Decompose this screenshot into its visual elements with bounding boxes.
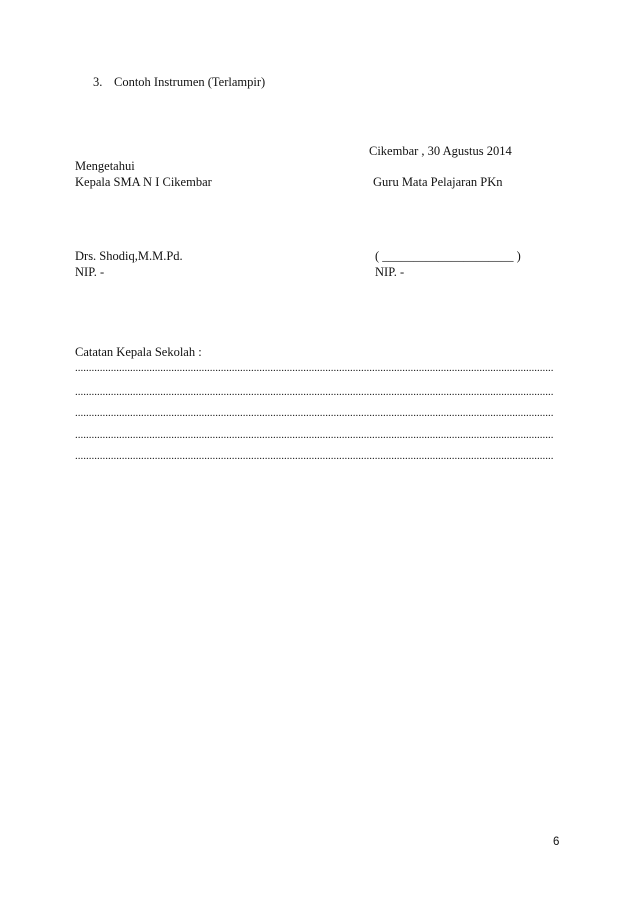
notes-label: Catatan Kepala Sekolah : bbox=[75, 345, 202, 359]
notes-line: .............................................................................................................................................................................. bbox=[75, 451, 554, 462]
teacher-nip: NIP. - bbox=[375, 265, 405, 279]
notes-line: .............................................................................................................................................................................. bbox=[75, 387, 554, 398]
list-item-number: 3. bbox=[93, 75, 103, 89]
notes-line: .............................................................................................................................................................................. bbox=[75, 363, 554, 374]
teacher-title: Guru Mata Pelajaran PKn bbox=[373, 175, 503, 189]
principal-nip: NIP. - bbox=[75, 265, 105, 279]
notes-line: .............................................................................................................................................................................. bbox=[75, 430, 554, 441]
list-item-text: Contoh Instrumen (Terlampir) bbox=[114, 75, 266, 89]
teacher-name-blank: ( _____________________ ) bbox=[375, 249, 521, 263]
acknowledge-label: Mengetahui bbox=[75, 159, 135, 173]
page-number: 6 bbox=[553, 836, 560, 848]
date-place: Cikembar , 30 Agustus 2014 bbox=[369, 144, 512, 158]
principal-title: Kepala SMA N I Cikembar bbox=[75, 175, 212, 189]
principal-name: Drs. Shodiq,M.M.Pd. bbox=[75, 249, 183, 263]
notes-line: .............................................................................................................................................................................. bbox=[75, 408, 554, 419]
